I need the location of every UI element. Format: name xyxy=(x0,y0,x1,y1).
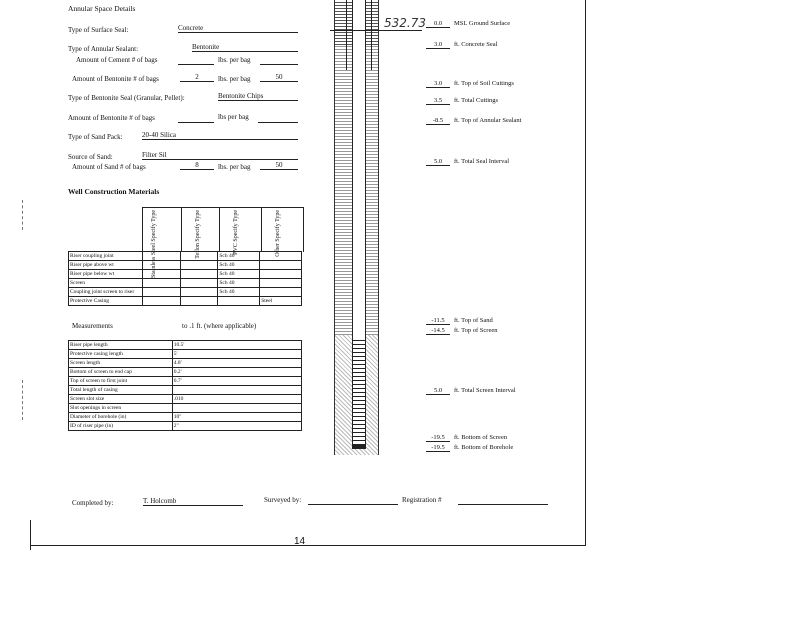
materials-row xyxy=(69,261,302,270)
binder-mark-top xyxy=(22,200,31,230)
elevation-handwritten: 532.73 xyxy=(384,16,426,30)
materials-cell-pvc xyxy=(218,297,260,306)
depth-value: -19.5 xyxy=(426,434,450,442)
materials-heading: Well Construction Materials xyxy=(68,187,160,196)
materials-row xyxy=(69,252,302,261)
measurement-row xyxy=(69,368,302,377)
materials-cell-ss xyxy=(142,261,180,270)
depth-value: 3.0 xyxy=(426,80,450,88)
materials-cell-other xyxy=(260,252,302,261)
measurement-value: 5' xyxy=(172,350,301,359)
depth-value: -14.5 xyxy=(426,327,450,335)
col-pvc-header: PVC Specify Type xyxy=(233,210,239,255)
measurement-value: 10.5' xyxy=(172,341,301,350)
materials-cell-teflon xyxy=(180,261,218,270)
depth-label: ft. Top of Sand xyxy=(454,317,493,324)
measurement-label: Protective casing length xyxy=(69,350,173,359)
materials-cell-ss xyxy=(142,288,180,297)
seal-lbs-field xyxy=(258,121,298,123)
measurement-label: Slot openings in screen xyxy=(69,404,173,413)
measurement-value: 4.8' xyxy=(172,359,301,368)
measurement-row xyxy=(69,404,302,413)
sand-unit: lbs. per bag xyxy=(218,163,251,171)
depth-label: ft. Top of Soil Cuttings xyxy=(454,80,514,87)
materials-cell-pvc: Sch 40 xyxy=(218,252,260,261)
bentonite-unit: lbs. per bag xyxy=(218,75,251,83)
sand-type-value: 20-40 Silica xyxy=(142,131,298,140)
materials-cell-teflon xyxy=(180,288,218,297)
materials-cell-teflon xyxy=(180,279,218,288)
depth-label: ft. Concrete Seal xyxy=(454,41,498,48)
materials-cell-ss xyxy=(142,270,180,279)
materials-cell-pvc: Sch 40 xyxy=(218,261,260,270)
surface-seal-value: Concrete xyxy=(178,24,298,33)
measurement-row xyxy=(69,359,302,368)
materials-cell-other xyxy=(260,279,302,288)
seal-bags-field xyxy=(178,121,214,123)
col-teflon-header: Teflon Specify Type xyxy=(195,210,201,259)
depth-value: 3.5 xyxy=(426,97,450,105)
depth-label: ft. Top of Annular Sealant xyxy=(454,117,522,124)
materials-cell-teflon xyxy=(180,252,218,261)
well-screen xyxy=(352,340,366,445)
depth-value: 3.0 xyxy=(426,41,450,49)
measurement-label: ID of riser pipe (in) xyxy=(69,422,173,431)
materials-cell-other: Steel xyxy=(260,297,302,306)
measurement-row xyxy=(69,395,302,404)
measurements-heading: Measurements xyxy=(72,322,113,330)
materials-cell-teflon xyxy=(180,297,218,306)
depth-value: -8.5 xyxy=(426,117,450,125)
depth-label: ft. Bottom of Borehole xyxy=(454,444,514,451)
binder-mark-bottom xyxy=(22,380,31,420)
materials-cell-pvc: Sch 40 xyxy=(218,279,260,288)
depth-value: 5.0 xyxy=(426,387,450,395)
materials-cell-label: Riser coupling joint xyxy=(69,252,143,261)
right-border xyxy=(585,0,586,545)
measurement-value: 0.7' xyxy=(172,377,301,386)
surface-seal-label: Type of Surface Seal: xyxy=(68,26,129,34)
seal-type-label: Type of Bentonite Seal (Granular, Pellet): xyxy=(68,94,185,102)
protective-casing xyxy=(346,0,372,70)
registration-label: Registration # xyxy=(402,496,442,504)
materials-cell-label: Coupling joint screen to riser xyxy=(69,288,143,297)
depth-value: -11.5 xyxy=(426,317,450,325)
measurement-row xyxy=(69,386,302,395)
materials-cell-pvc: Sch 40 xyxy=(218,288,260,297)
materials-table xyxy=(68,251,302,306)
measurement-label: Riser pipe length xyxy=(69,341,173,350)
depth-value: -19.5 xyxy=(426,444,450,452)
seal-amount-unit: lbs per bag xyxy=(218,113,249,121)
materials-cell-other xyxy=(260,261,302,270)
depth-label: ft. Top of Screen xyxy=(454,327,498,334)
materials-cell-ss xyxy=(142,252,180,261)
materials-cell-label: Protective Casing xyxy=(69,297,143,306)
sand-bags: 8 xyxy=(180,161,214,170)
cement-unit: lbs. per bag xyxy=(218,56,251,64)
measurement-value xyxy=(172,386,301,395)
left-border-fragment xyxy=(30,520,31,550)
seal-amount-label: Amount of Bentonite # of bags xyxy=(68,114,155,122)
col-stainless-header: Stainless Steel Specify Type xyxy=(151,210,157,278)
borehole-right-wall xyxy=(378,0,379,455)
measurement-label: Screen length xyxy=(69,359,173,368)
sand-type-label: Type of Sand Pack: xyxy=(68,133,123,141)
measurement-row xyxy=(69,341,302,350)
measurement-row xyxy=(69,413,302,422)
measurement-row xyxy=(69,350,302,359)
cement-bags-field xyxy=(178,63,214,65)
depth-value: 5.0 xyxy=(426,158,450,166)
end-cap xyxy=(352,445,366,449)
cement-label: Amount of Cement # of bags xyxy=(76,56,158,64)
col-other-header: Other Specify Type xyxy=(275,210,281,257)
depth-label: ft. Bottom of Screen xyxy=(454,434,508,441)
bentonite-bags: 2 xyxy=(180,73,214,82)
registration-field xyxy=(458,503,548,505)
materials-row xyxy=(69,288,302,297)
bottom-border xyxy=(30,545,586,546)
materials-cell-ss xyxy=(142,297,180,306)
measurement-label: Total length of casing xyxy=(69,386,173,395)
cement-lbs-field xyxy=(260,63,298,65)
seal-type-value: Bentonite Chips xyxy=(218,92,298,101)
surveyed-label: Surveyed by: xyxy=(264,496,302,504)
sand-source-label: Source of Sand: xyxy=(68,153,113,161)
materials-cell-label: Riser pipe below wt xyxy=(69,270,143,279)
materials-cell-other xyxy=(260,270,302,279)
page-number: 14 xyxy=(294,536,306,547)
sealant-value: Bentonite xyxy=(192,43,298,52)
materials-row xyxy=(69,297,302,306)
completed-value: T. Holcomb xyxy=(143,497,243,506)
surveyed-field xyxy=(308,503,398,505)
measurement-label: Screen slot size xyxy=(69,395,173,404)
sand-lbs: 50 xyxy=(260,161,298,170)
measurements-note: to .1 ft. (where applicable) xyxy=(182,322,257,330)
materials-cell-pvc: Sch 40 xyxy=(218,270,260,279)
measurement-value: 0.2' xyxy=(172,368,301,377)
sand-source-value: Filter Sil xyxy=(142,151,298,160)
annular-heading: Annular Space Details xyxy=(68,4,136,13)
measurements-table xyxy=(68,340,302,431)
bentonite-lbs: 50 xyxy=(260,73,298,82)
materials-cell-other xyxy=(260,288,302,297)
measurement-label: Diameter of borehole (in) xyxy=(69,413,173,422)
depth-label: ft. Total Cuttings xyxy=(454,97,499,104)
materials-cell-label: Riser pipe above wt xyxy=(69,261,143,270)
depth-label: MSL Ground Surface xyxy=(454,20,511,27)
measurement-label: Top of screen to first joint xyxy=(69,377,173,386)
measurement-value: 10" xyxy=(172,413,301,422)
sand-amount-label: Amount of Sand # of bags xyxy=(72,163,146,171)
measurement-value: .010 xyxy=(172,395,301,404)
measurement-value: 2" xyxy=(172,422,301,431)
depth-label: ft. Total Seal Interval xyxy=(454,158,510,165)
measurement-label: Bottom of screen to end cap xyxy=(69,368,173,377)
measurement-value xyxy=(172,404,301,413)
measurement-row xyxy=(69,377,302,386)
sealant-label: Type of Annular Sealant: xyxy=(68,45,139,53)
materials-cell-ss xyxy=(142,279,180,288)
materials-row xyxy=(69,279,302,288)
depth-label: ft. Total Screen Interval xyxy=(454,387,516,394)
bentonite-label: Amount of Bentonite # of bags xyxy=(72,75,159,83)
materials-row xyxy=(69,270,302,279)
materials-cell-label: Screen xyxy=(69,279,143,288)
measurement-row xyxy=(69,422,302,431)
depth-value: 0.0 xyxy=(426,20,450,28)
ground-surface-leader xyxy=(330,30,422,31)
materials-cell-teflon xyxy=(180,270,218,279)
completed-label: Completed by: xyxy=(72,499,114,507)
